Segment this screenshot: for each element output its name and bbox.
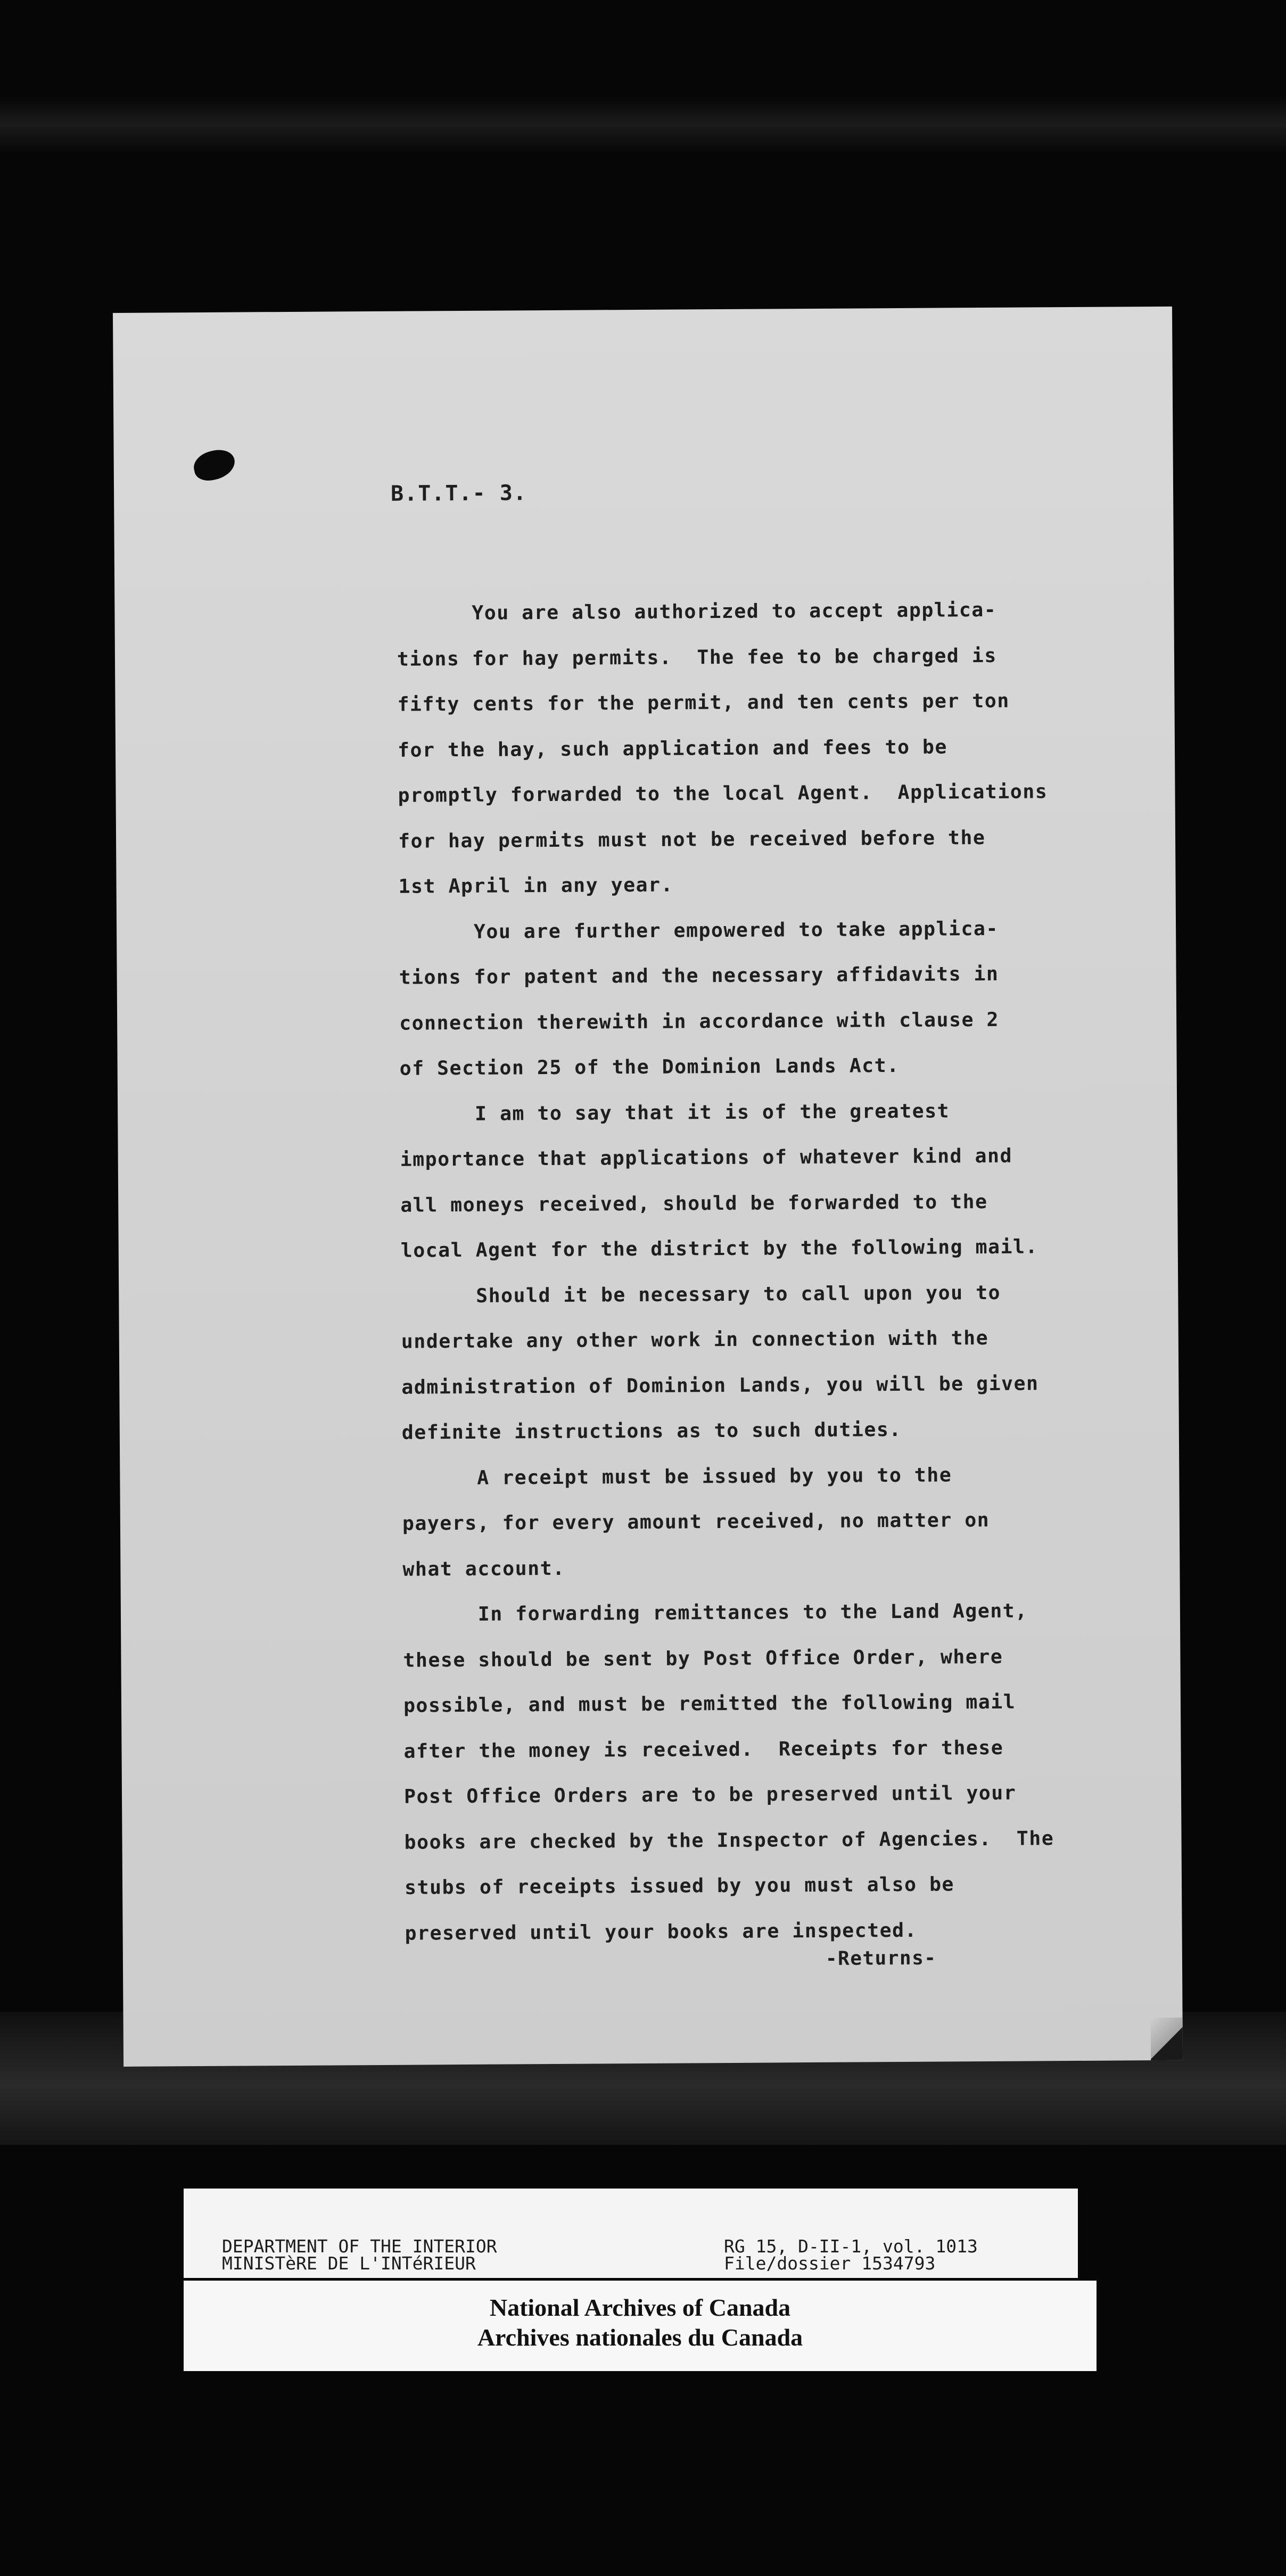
file-number: File/dossier 1534793	[724, 2253, 936, 2274]
text-line: payers, for every amount received, no matter on	[402, 1508, 990, 1535]
text-line: connection therewith in accordance with clause 2	[399, 1008, 1000, 1035]
text-line: In forwarding remittances to the Land Agent,	[402, 1599, 1028, 1626]
text-line: fifty cents for the permit, and ten cents per ton	[397, 689, 1010, 716]
text-line: administration of Dominion Lands, you will be given	[401, 1371, 1039, 1399]
page-reference: B.T.T.- 3.	[390, 481, 527, 506]
department-name-fr: MINISTèRE DE L'INTéRIEUR	[222, 2253, 476, 2274]
text-line: I am to say that it is of the greatest	[400, 1099, 950, 1126]
text-line: possible, and must be remitted the following mail	[403, 1690, 1016, 1717]
archives-banner	[184, 2281, 1097, 2371]
text-line: for the hay, such application and fees to be	[397, 734, 948, 762]
film-edge-band	[0, 96, 1286, 154]
text-line: tions for hay permits. The fee to be charged is	[397, 643, 997, 671]
letter-body	[397, 587, 1113, 1956]
text-line: A receipt must be issued by you to the	[402, 1463, 952, 1490]
text-line: stubs of receipts issued by you must also be	[404, 1872, 955, 1899]
archives-name-fr: Archives nationales du Canada	[477, 2324, 803, 2351]
department-name-en: DEPARTMENT OF THE INTERIOR	[222, 2236, 497, 2257]
typed-letter-page	[113, 307, 1183, 2067]
text-line: books are checked by the Inspector of Agencies. The	[404, 1826, 1054, 1854]
text-line: all moneys received, should be forwarded to the	[400, 1190, 988, 1217]
text-line: preserved until your books are inspected.	[405, 1918, 918, 1945]
text-line: Should it be necessary to call upon you to	[401, 1281, 1001, 1308]
text-line: what account.	[402, 1556, 565, 1581]
text-line: tions for patent and the necessary affidavits in	[399, 962, 999, 989]
text-line: promptly forwarded to the local Agent. Applications	[398, 780, 1048, 807]
folded-corner	[1151, 2018, 1183, 2060]
text-line: You are further empowered to take applica-	[398, 917, 999, 944]
record-group-reference: RG 15, D-II-1, vol. 1013	[724, 2236, 978, 2257]
text-line: definite instructions as to such duties.	[401, 1417, 902, 1444]
text-line: 1st April in any year.	[398, 873, 674, 898]
continuation-catchword: -Returns-	[825, 1947, 937, 1970]
archive-reference-label	[184, 2189, 1078, 2278]
text-line: undertake any other work in connection with the	[401, 1326, 989, 1353]
text-line: You are also authorized to accept applica-	[397, 598, 997, 625]
punch-hole-mark	[191, 447, 238, 483]
text-line: local Agent for the district by the following mail.	[400, 1235, 1038, 1262]
text-line: for hay permits must not be received before the	[398, 825, 986, 853]
text-line: after the money is received. Receipts for these	[403, 1736, 1004, 1763]
text-line: Post Office Orders are to be preserved until your	[403, 1781, 1017, 1808]
text-line: importance that applications of whatever kind and	[400, 1144, 1013, 1171]
text-line: these should be sent by Post Office Order, where	[403, 1645, 1003, 1672]
archives-name-en: National Archives of Canada	[489, 2294, 791, 2321]
text-line: of Section 25 of the Dominion Lands Act.	[399, 1054, 900, 1080]
